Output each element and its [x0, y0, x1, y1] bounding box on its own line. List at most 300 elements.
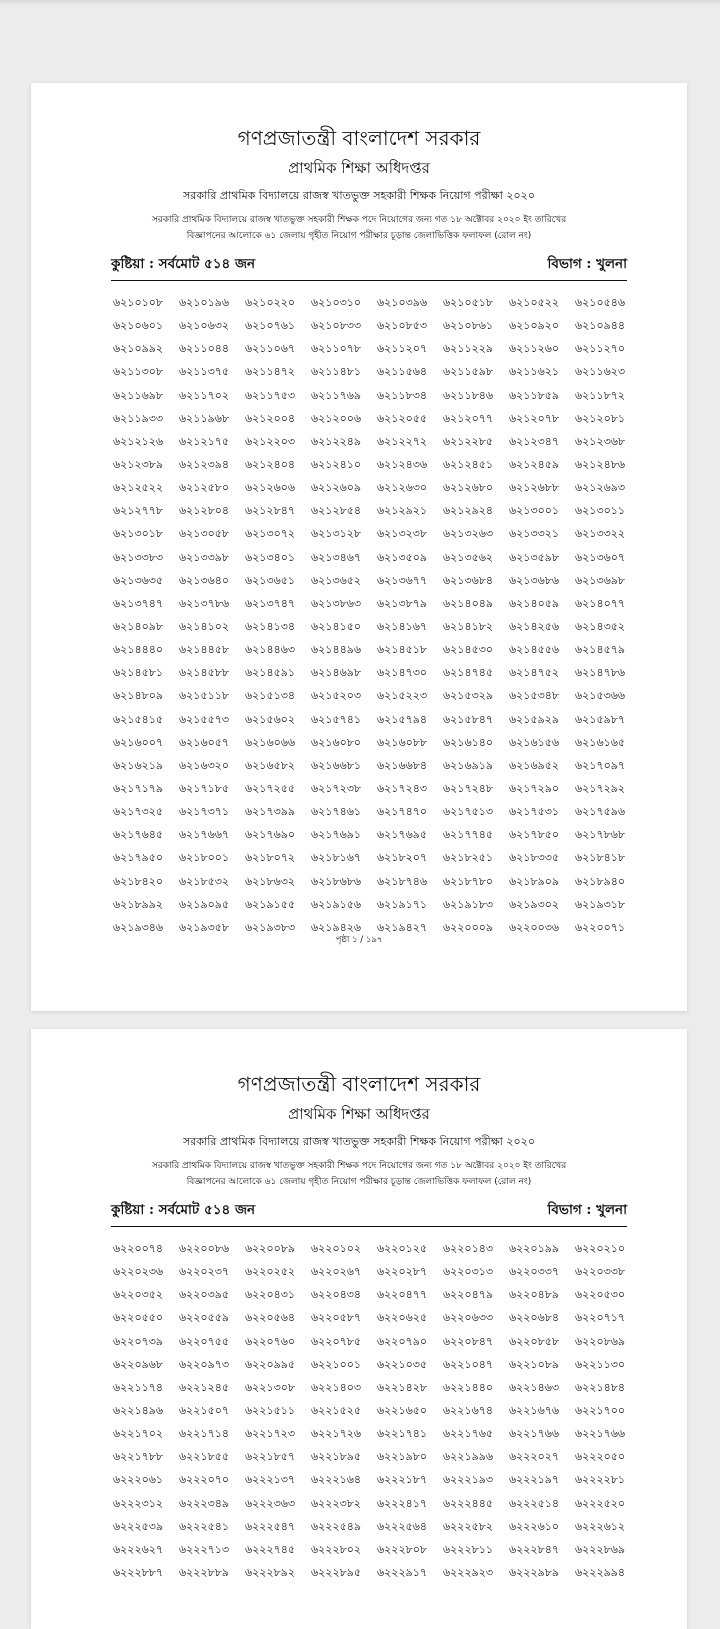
- roll-number: ৬২১৭৭৪৫: [443, 828, 494, 842]
- notice-line-2: বিজ্ঞাপনের আলোকে ৬১ জেলায় গৃহীত নিয়োগ পরীক্ষার চূড়ান্ত জেলাভিত্তিক ফলাফল (রোল নং): [186, 231, 532, 241]
- roll-number: ৬২২১৯৮০: [377, 1450, 428, 1464]
- roll-number: ৬২১৮৪১৮: [575, 851, 625, 865]
- roll-number: ৬২১১৭০২: [179, 388, 230, 402]
- roll-number: ৬২১৭২৪৮: [443, 781, 494, 795]
- roll-number: ৬২২১০০১: [311, 1357, 362, 1371]
- roll-number: ৬২১৮৯৪০: [575, 874, 626, 888]
- roll-number: ৬২১৪৩৫২: [575, 619, 626, 633]
- roll-number: ৬২২২৩৮২: [311, 1496, 362, 1510]
- roll-number: ৬২২০৫৫০: [113, 1311, 164, 1325]
- roll-number: ৬২২১৭০২: [113, 1427, 164, 1441]
- roll-number: ৬২২২৮৬৯: [575, 1542, 626, 1556]
- roll-number-grid: [113, 1242, 653, 1589]
- roll-number: ৬২১৪১৬৭: [377, 619, 428, 633]
- roll-number: ৬২১৬১৬৫: [575, 735, 626, 749]
- roll-number: ৬২১৭৯৫০: [113, 851, 164, 865]
- roll-number: ৬২১৪৪৪০: [113, 643, 164, 657]
- roll-number: ৬২১০৬০১: [113, 319, 164, 333]
- roll-number: ৬২১৬২১৯: [113, 758, 164, 772]
- page-number: পৃষ্ঠা ১ / ১৯৭: [335, 935, 383, 945]
- roll-number: ৬২২১৪৯৬: [113, 1403, 164, 1417]
- roll-number: ৬২২১১৭৪: [113, 1380, 164, 1394]
- roll-number: ৬২১৪৪৫৮: [179, 643, 229, 657]
- roll-number: ৬২১৬৯৫২: [509, 758, 560, 772]
- roll-number: ৬২১৩১২৮: [311, 527, 362, 541]
- roll-number: ৬২২০২৫২: [245, 1265, 296, 1279]
- roll-number: ৬২১৬৬৮৪: [377, 758, 428, 772]
- roll-number: ৬২১২৪১০: [311, 457, 362, 471]
- roll-number: ৬২২০১৯৯: [509, 1242, 560, 1255]
- roll-number: ৬২২০১২৫: [377, 1242, 428, 1255]
- roll-number: ৬২২০৮৬৯: [575, 1334, 626, 1348]
- roll-number: ৬২১৫১৩৪: [245, 689, 296, 703]
- roll-number: ৬২২২৪৪৫: [443, 1496, 494, 1510]
- roll-number: ৬২১২০০৬: [311, 411, 362, 425]
- roll-number: ৬২১৪১৫০: [311, 619, 362, 633]
- roll-number: ৬২২০৬৩৩: [443, 1311, 494, 1325]
- roll-number: ৬২২১৭২৩: [245, 1427, 296, 1441]
- roll-number: ৬২১৫৩৬৬: [575, 689, 626, 703]
- roll-number: ৬২১১০৪৪: [179, 342, 230, 356]
- roll-number: ৬২১৩৭৮৬: [179, 596, 230, 610]
- roll-number: ৬২১২২৭২: [377, 434, 428, 448]
- roll-number: ৬২১২০৭৭: [443, 411, 494, 425]
- roll-number: ৬২২০৪৭৯: [443, 1288, 494, 1302]
- roll-number: ৬২১৭২৯২: [575, 781, 626, 795]
- roll-number: ৬২২০২৮৭: [377, 1265, 428, 1279]
- roll-number: ৬২১৪৫১৮: [377, 643, 427, 657]
- roll-number: ৬২১৮৬৮৬: [311, 874, 362, 888]
- roll-number: ৬২২২০৭০: [179, 1473, 230, 1487]
- roll-number: ৬২২১০৪৭: [443, 1357, 494, 1371]
- roll-number: ৬২১৬৯১৯: [443, 758, 494, 772]
- roll-number: ৬২২২৩১২: [113, 1496, 164, 1510]
- roll-number: ৬২১১৭৬৯: [311, 388, 362, 402]
- roll-number: ৬২১৫৭৯৪: [377, 712, 428, 726]
- roll-number: ৬২১৫৯২৯: [509, 712, 560, 726]
- roll-number: ৬২২২৮১১: [443, 1542, 494, 1556]
- roll-number: ৬২২২৪১৭: [377, 1496, 428, 1510]
- roll-number: ৬২২২০২৭: [509, 1450, 560, 1464]
- roll-number: ৬২১৬০০৭: [113, 735, 164, 749]
- roll-number: ৬২২২৩৪৯: [179, 1496, 230, 1510]
- roll-number: ৬২১৪০৫৯: [509, 596, 560, 610]
- roll-number: ৬২১৮৯৯২: [113, 897, 164, 911]
- roll-number: ৬২১৪৮০৯: [113, 689, 164, 703]
- roll-number: ৬২২০৩৫২: [113, 1288, 164, 1302]
- roll-number: ৬২১৩৬৭৭: [377, 573, 428, 587]
- roll-number: ৬২২০৮৫৮: [509, 1334, 560, 1348]
- roll-number: ৬২২২১৬৪: [311, 1473, 362, 1487]
- roll-number: ৬২২০২১০: [575, 1242, 626, 1255]
- roll-number: ৬২১০৮৩৩: [311, 319, 362, 333]
- roll-number: ৬২১৮১৬৭: [311, 851, 362, 865]
- roll-number: ৬২১২৮০৪: [179, 504, 230, 518]
- roll-number: ৬২২০৩১৩: [443, 1265, 494, 1279]
- roll-number: ৬২২১৬৭৪: [443, 1403, 494, 1417]
- roll-number: ৬২১২৮৪৭: [245, 504, 296, 518]
- roll-number: ৬২১১৫৬৪: [377, 365, 428, 379]
- roll-number: ৬২১১৮৫৯: [509, 388, 559, 402]
- roll-number: ৬২১৩৩৯৮: [179, 550, 230, 564]
- roll-number: ৬২১১৮৭২: [575, 388, 626, 402]
- roll-number: ৬২১১২৭০: [575, 342, 626, 356]
- roll-number: ৬২২২০৬১: [113, 1473, 164, 1487]
- roll-number: ৬২১৪৭৩০: [377, 666, 428, 680]
- roll-number: ৬২১৩৬৯৮: [575, 573, 626, 587]
- roll-number: ৬২১৭১৭৯: [113, 781, 164, 795]
- roll-number: ৬২১০৯২০: [509, 319, 560, 333]
- roll-number: ৬২২২৮০২: [311, 1542, 362, 1556]
- roll-number: ৬২১৩৪০১: [245, 550, 296, 564]
- roll-number: ৬২২২৫১৪: [509, 1496, 560, 1510]
- roll-number: ৬২২১৯৯৬: [443, 1450, 494, 1464]
- header-divider: [111, 1226, 627, 1227]
- roll-number: ৬২১২৩৮৯: [113, 457, 164, 471]
- roll-number: ৬২১২৪৩৬: [377, 457, 428, 471]
- roll-number: ৬২১১৮৪৬: [443, 388, 494, 402]
- roll-number: ৬২২২৫৮২: [443, 1519, 494, 1533]
- roll-number: ৬২২২৮০৮: [377, 1542, 428, 1556]
- roll-number: ৬২২১৪৪০: [443, 1380, 494, 1394]
- roll-number: ৬২১২১২৬: [113, 434, 164, 448]
- roll-number: ৬২২১৪২৮: [377, 1380, 428, 1394]
- roll-number: ৬২১২৫৮০: [179, 481, 230, 495]
- roll-number: ৬২২২৮৯২: [245, 1565, 296, 1579]
- roll-number: ৬২১৯৪২৬: [311, 920, 362, 934]
- roll-number: ৬২১২২৪৯: [311, 434, 362, 448]
- roll-number: ৬২২০২৩৬: [113, 1265, 164, 1279]
- roll-number: ৬২১৬০৬৬: [245, 735, 296, 749]
- roll-number: ৬২২১৭২৬: [311, 1427, 362, 1441]
- roll-number: ৬২১৪০৭৭: [575, 596, 626, 610]
- roll-number: ৬২২১৮৫৭: [245, 1450, 296, 1464]
- roll-number: ৬২১৭৬৯১: [311, 828, 362, 842]
- roll-number: ৬২২২১৮৭: [377, 1473, 428, 1487]
- roll-number: ৬২১৪০৯৮: [113, 619, 164, 633]
- roll-number: ৬২১৭৫১৩: [443, 805, 494, 819]
- roll-number: ৬২১৭৩৭১: [179, 805, 230, 819]
- roll-number: ৬২২১৪০৩: [311, 1380, 362, 1394]
- roll-number: ৬২২১৪৮৪: [575, 1380, 626, 1394]
- roll-number: ৬২১০৫৪৬: [575, 296, 626, 309]
- roll-number: ৬২১২৬৮০: [443, 481, 494, 495]
- roll-number: ৬২১৮২০৭: [377, 851, 428, 865]
- roll-number: ৬২১২৪৫১: [443, 457, 494, 471]
- roll-number: ৬২১৪৬৯৮: [311, 666, 362, 680]
- roll-number: ৬২১২৩৬৮: [575, 434, 626, 448]
- roll-number-grid: [113, 296, 653, 944]
- roll-number: ৬২১১২০৭: [377, 342, 428, 356]
- roll-number: ৬২১১০৬৭: [245, 342, 296, 356]
- roll-number: ৬২২২৭৪৫: [245, 1542, 296, 1556]
- roll-number: ৬২১৪৭৮৬: [575, 666, 626, 680]
- roll-number: ৬২১০৭৬১: [245, 319, 296, 333]
- roll-number: ৬২২০৭৬০: [245, 1334, 296, 1348]
- roll-number: ৬২১১৪৮১: [311, 365, 361, 379]
- roll-number: ৬২১৮৪২০: [113, 874, 164, 888]
- roll-number: ৬২১৩৬৩৫: [113, 573, 164, 587]
- roll-number: ৬২২১৭০০: [575, 1403, 626, 1417]
- roll-number: ৬২১৭৪৬১: [311, 805, 362, 819]
- division-label: বিভাগ : খুলনা: [547, 1202, 627, 1218]
- roll-number: ৬২১১৬৯৮: [113, 388, 164, 402]
- roll-number: ৬২২০০৩৬: [509, 920, 560, 934]
- roll-number: ৬২১২০৭৮: [509, 411, 560, 425]
- roll-number: ৬২১৫৯৮৭: [575, 712, 626, 726]
- roll-number: ৬২১৭২৫৫: [245, 781, 296, 795]
- roll-number: ৬২১৯১৫৬: [311, 897, 362, 911]
- roll-number: ৬২১৯৩৫৮: [179, 920, 230, 934]
- roll-number: ৬২২০৫৮৭: [311, 1311, 362, 1325]
- roll-number: ৬২১২৮৫৪: [311, 504, 362, 518]
- roll-number: ৬২২০৪৩১: [245, 1288, 296, 1302]
- district-division-row: [111, 253, 627, 273]
- roll-number: ৬২২০৭৩৯: [113, 1334, 164, 1348]
- roll-number: ৬২২০২৬৭: [311, 1265, 362, 1279]
- roll-number: ৬২২১৭৮৮: [113, 1450, 164, 1464]
- roll-number: ৬২২২৫৪৭: [245, 1519, 296, 1533]
- roll-number: ৬২১৫৫৭৩: [179, 712, 230, 726]
- roll-number: ৬২১০৯৯২: [113, 342, 164, 356]
- roll-number: ৬২১৮৭৮০: [443, 874, 494, 888]
- roll-number: ৬২১০১৯৬: [179, 296, 230, 309]
- roll-number: ৬২১৪৪৬৩: [245, 643, 296, 657]
- roll-number: ৬২১১৬২১: [509, 365, 560, 379]
- roll-number: ৬২২০০৭৪: [113, 1242, 164, 1255]
- roll-number: ৬২১০৫১৮: [443, 296, 494, 309]
- roll-number: ৬২১৪৫৩০: [443, 643, 494, 657]
- roll-number: ৬২১৪৫৮১: [113, 666, 163, 680]
- roll-number: ৬২২২৭১৩: [179, 1542, 230, 1556]
- roll-number: ৬২১৩৭৪৭: [113, 596, 164, 610]
- roll-number: ৬২২০৫৩০: [575, 1288, 626, 1302]
- roll-number: ৬২১৯৩৮৩: [245, 920, 296, 934]
- roll-number: ৬২২০৭৯০: [377, 1334, 428, 1348]
- roll-number: ৬২১১০৭৮: [311, 342, 362, 356]
- roll-number: ৬২১৬০৮৮: [377, 735, 428, 749]
- roll-number: ৬২২১৫১১: [245, 1403, 296, 1417]
- roll-number: ৬২২২৯৮৯: [509, 1565, 560, 1579]
- roll-number: ৬২২১৭৬৬: [575, 1427, 626, 1441]
- roll-number: ৬২১২৪৫৯: [509, 457, 560, 471]
- roll-number: ৬২২২১৯৭: [509, 1473, 560, 1487]
- roll-number: ৬২১৯৪২৭: [377, 920, 428, 934]
- roll-number: ৬২১১৩৭৫: [179, 365, 230, 379]
- division-label: বিভাগ : খুলনা: [547, 256, 627, 272]
- roll-number: ৬২১৪৪৯৬: [311, 643, 362, 657]
- roll-number: ৬২১২৬০৬: [245, 481, 296, 495]
- roll-number: ৬২১১৭৫৩: [245, 388, 296, 402]
- roll-number: ৬২১০৩৯৬: [377, 296, 428, 309]
- roll-number: ৬২১১৬২৩: [575, 365, 626, 379]
- roll-number: ৬২১৪২৫৬: [509, 619, 560, 633]
- roll-number: ৬২২২৬১২: [575, 1519, 626, 1533]
- roll-number: ৬২১৫৩৪৮: [509, 689, 560, 703]
- roll-number: ৬২২১৫২৫: [311, 1403, 362, 1417]
- roll-number: ৬২২১৬৭৬: [509, 1403, 560, 1417]
- pdf-page-2: [31, 1029, 687, 1629]
- roll-number: ৬২১৩৪৬৭: [311, 550, 362, 564]
- roll-number: ৬২১৩০৭২: [245, 527, 296, 541]
- roll-number: ৬২২০৬৮৪: [509, 1311, 560, 1325]
- roll-number: ৬২২০০৮৬: [179, 1242, 230, 1255]
- roll-number: ৬২১৩০৫৮: [179, 527, 230, 541]
- roll-number: ৬২১৮৯০৯: [509, 874, 560, 888]
- exam-title: সরকারি প্রাথমিক বিদ্যালয়ে রাজস্ব খাতভুক্ত সহকারী শিক্ষক নিয়োগ পরীক্ষা ২০২০: [183, 1135, 535, 1148]
- roll-number: ৬২১১৯৬৮: [179, 411, 230, 425]
- roll-number: ৬২১২৪০৪: [245, 457, 296, 471]
- roll-number: ৬২২২৫২০: [575, 1496, 626, 1510]
- roll-number: ৬২১৭৮৫০: [509, 828, 560, 842]
- district-total: কুষ্টিয়া : সর্বমোট ৫১৪ জন: [111, 256, 256, 272]
- roll-number: ৬২২১৭৬৬: [509, 1427, 560, 1441]
- roll-number: ৬২১২৯২৪: [443, 504, 494, 518]
- roll-number: ৬২১৩২৩৮: [377, 527, 428, 541]
- roll-number: ৬২২১০৩৫: [377, 1357, 428, 1371]
- roll-number: ৬২১৮০৭২: [245, 851, 296, 865]
- roll-number: ৬২২০৯৬৮: [113, 1357, 164, 1371]
- roll-number: ৬২১২০০৪: [245, 411, 296, 425]
- roll-number: ৬২১৭৫৯৬: [575, 805, 626, 819]
- roll-number: ৬২২১১৩০: [575, 1357, 626, 1371]
- roll-number: ৬২২০৯৯৫: [245, 1357, 296, 1371]
- roll-number: ৬২২০৩৯৫: [179, 1288, 230, 1302]
- roll-number: ৬২১১২৬০: [509, 342, 560, 356]
- roll-number: ৬২১৮৭৪৬: [377, 874, 428, 888]
- roll-number: ৬২১৫২০৩: [311, 689, 362, 703]
- header-divider: [111, 280, 627, 281]
- roll-number: ৬২২২৫৪১: [179, 1519, 230, 1533]
- roll-number: ৬২১২৩৯৪: [179, 457, 230, 471]
- roll-number: ৬২১৯০৯৫: [179, 897, 230, 911]
- notice-line-1: সরকারি প্রাথমিক বিদ্যালয়ে রাজস্ব খাতভুক্ত সহকারী শিক্ষক পদে নিয়োগের জন্য গত ১৮ অক্টোবর ২০২০ ইং তারিখের: [151, 1161, 567, 1171]
- roll-number: ৬২২০১৪৩: [443, 1242, 494, 1255]
- roll-number: ৬২২০৭৮৫: [311, 1334, 362, 1348]
- roll-number: ৬২২২৮৯৫: [311, 1565, 362, 1579]
- roll-number: ৬২১৭৫৩১: [509, 805, 560, 819]
- roll-number: ৬২১০১০৮: [113, 296, 164, 309]
- roll-number: ৬২১৫৩২৯: [443, 689, 494, 703]
- roll-number: ৬২২০২৩৭: [179, 1265, 230, 1279]
- roll-number: ৬২১৩৬৫২: [311, 573, 362, 587]
- roll-number: ৬২২২১৯৩: [443, 1473, 494, 1487]
- roll-number: ৬২১৩৫৬২: [443, 550, 494, 564]
- roll-number: ৬২১৩৭৪৭: [245, 596, 296, 610]
- roll-number: ৬২২১৭৬৫: [443, 1427, 494, 1441]
- roll-number: ৬২১১৯৩৩: [113, 411, 164, 425]
- roll-number: ৬২২১০৮৯: [509, 1357, 560, 1371]
- roll-number: ৬২১৭৬৪৫: [113, 828, 164, 842]
- roll-number: ৬২১৫৭৪১: [311, 712, 362, 726]
- roll-number: ৬২২০৪৩৪: [311, 1288, 362, 1302]
- roll-number: ৬২১৭২৯০: [509, 781, 560, 795]
- roll-number: ৬২১৯৩১৮: [575, 897, 626, 911]
- notice-line-1: সরকারি প্রাথমিক বিদ্যালয়ে রাজস্ব খাতভুক্ত সহকারী শিক্ষক পদে নিয়োগের জন্য গত ১৮ অক্টোবর ২০২০ ইং তারিখের: [151, 215, 567, 225]
- page-title: গণপ্রজাতন্ত্রী বাংলাদেশ সরকার: [237, 1072, 481, 1096]
- roll-number: ৬২২০৫৬৪: [245, 1311, 296, 1325]
- roll-number: ৬২১৬০৫৭: [179, 735, 230, 749]
- roll-number: ৬২২০৬২৫: [377, 1311, 428, 1325]
- roll-number: ৬২১৩০১১: [575, 504, 626, 518]
- roll-number: ৬২২১৭১৪: [179, 1427, 230, 1441]
- roll-number: ৬২১৩২৬৩: [443, 527, 494, 541]
- roll-number: ৬২১৭৮৬৮: [575, 828, 626, 842]
- roll-number: ৬২১৮৩৩৫: [509, 851, 560, 865]
- roll-number: ৬২১১৩০৮: [113, 365, 164, 379]
- roll-number: ৬২১০২২০: [245, 296, 296, 309]
- roll-number: ৬২১৩৬০৭: [575, 550, 626, 564]
- district-total: কুষ্টিয়া : সর্বমোট ৫১৪ জন: [111, 1202, 256, 1218]
- roll-number: ৬২১৩৩২২: [575, 527, 626, 541]
- roll-number: ৬২১৩৬৫১: [245, 573, 296, 587]
- roll-number: ৬২১৪০৪৯: [443, 596, 494, 610]
- roll-number: ৬২১৭০৯৭: [575, 758, 626, 772]
- page-title: গণপ্রজাতন্ত্রী বাংলাদেশ সরকার: [237, 126, 481, 150]
- roll-number: ৬২২১৬৫০: [377, 1403, 428, 1417]
- roll-number: ৬২২২৯২৩: [443, 1565, 494, 1579]
- roll-number: ৬২১৩৩২১: [509, 527, 560, 541]
- roll-number: ৬২১২১৭৫: [179, 434, 230, 448]
- roll-number: ৬২২০৭৫৫: [179, 1334, 230, 1348]
- exam-title: সরকারি প্রাথমিক বিদ্যালয়ে রাজস্ব খাতভুক্ত সহকারী শিক্ষক নিয়োগ পরীক্ষা ২০২০: [183, 189, 535, 202]
- roll-number: ৬২২০৯৭৩: [179, 1357, 230, 1371]
- roll-number: ৬২২১৫০৭: [179, 1403, 230, 1417]
- roll-number: ৬২১৪৭৫২: [509, 666, 560, 680]
- roll-number: ৬২২২৮৮৭: [113, 1565, 164, 1579]
- roll-number: ৬২১৫৬০২: [245, 712, 296, 726]
- roll-number: ৬২১৪৫৮৮: [179, 666, 229, 680]
- roll-number: ৬২১৩৮৬৩: [311, 596, 362, 610]
- roll-number: ৬২১৩৬৮৪: [443, 573, 494, 587]
- roll-number: ৬২১৯১৫৫: [245, 897, 295, 911]
- roll-number: ৬২১৩৩৮৩: [113, 550, 164, 564]
- roll-number: ৬২১৪১০২: [179, 619, 230, 633]
- roll-number: ৬২২২৯১৭: [377, 1565, 428, 1579]
- roll-number: ৬২২০৪৭৭: [377, 1288, 428, 1302]
- roll-number: ৬২২১৮৫৫: [179, 1450, 230, 1464]
- roll-number: ৬২১০৫২২: [509, 296, 560, 309]
- roll-number: ৬২১৮৫৩২: [179, 874, 230, 888]
- roll-number: ৬২১১৫৯৮: [443, 365, 493, 379]
- roll-number: ৬২১৭১৮৫: [179, 781, 230, 795]
- roll-number: ৬২২২১৩৭: [245, 1473, 296, 1487]
- roll-number: ৬২১৫১১৮: [179, 689, 229, 703]
- roll-number: ৬২২০৫৫৯: [179, 1311, 230, 1325]
- viewer-top-shadow: [0, 0, 720, 6]
- roll-number: ৬২১২৬৮৮: [509, 481, 560, 495]
- roll-number: ৬২২০০৭১: [575, 920, 626, 934]
- roll-number: ৬২১৭৩২৫: [113, 805, 164, 819]
- roll-number: ৬২১৪৫৯১: [245, 666, 295, 680]
- roll-number: ৬২১০৬৩২: [179, 319, 230, 333]
- roll-number: ৬২২২৮৮৯: [179, 1565, 230, 1579]
- roll-number: ৬২১২৭৭৮: [113, 504, 164, 518]
- roll-number: ৬২১১৮৩৪: [377, 388, 428, 402]
- roll-number: ৬২২২৬২৭: [113, 1542, 164, 1556]
- roll-number: ৬২২১৭৪১: [377, 1427, 428, 1441]
- roll-number: ৬২১২৬৯৩: [575, 481, 626, 495]
- roll-number: ৬২১০৮৫৩: [377, 319, 428, 333]
- roll-number: ৬২১২৬৩০: [377, 481, 428, 495]
- roll-number: ৬২২২২৮১: [575, 1473, 626, 1487]
- roll-number: ৬২২১২৪৫: [179, 1380, 230, 1394]
- roll-number: ৬২১৫২২৩: [377, 689, 428, 703]
- roll-number: ৬২১৬১৪০: [443, 735, 494, 749]
- roll-number: ৬২১২২৮৫: [443, 434, 494, 448]
- roll-number: ৬২১৭২৩৮: [311, 781, 362, 795]
- roll-number: ৬২১৯৩০২: [509, 897, 560, 911]
